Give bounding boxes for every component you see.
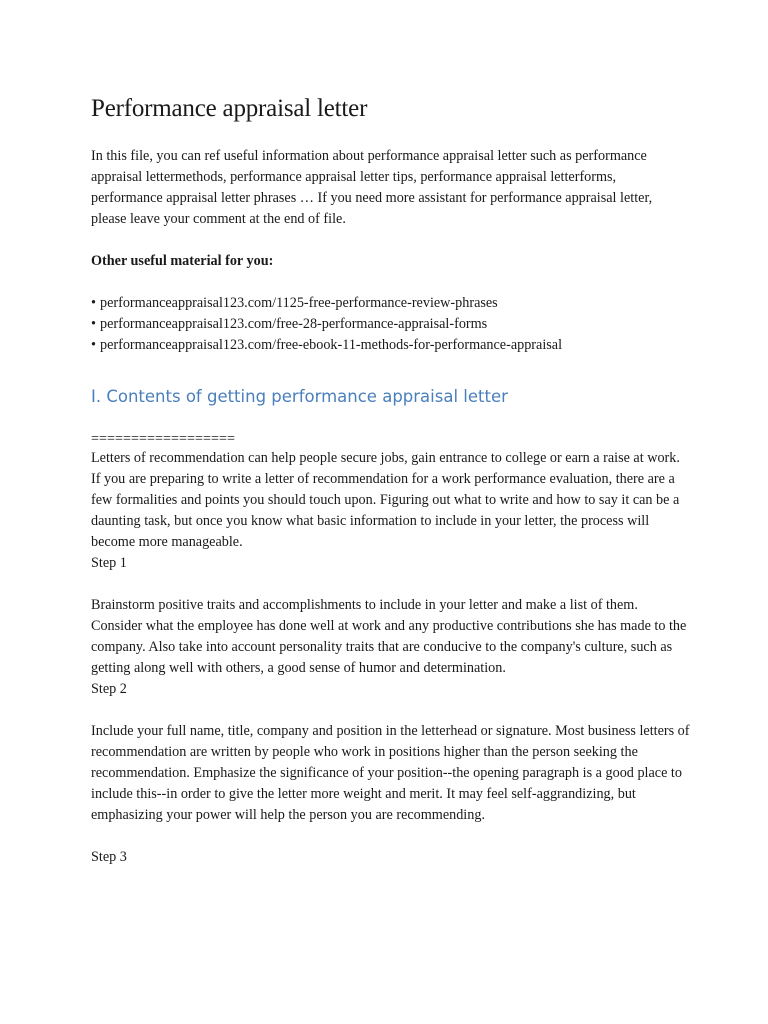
paragraph-gap — [91, 700, 691, 721]
document-title: Performance appraisal letter — [91, 95, 368, 122]
bullet-icon: • — [91, 337, 96, 353]
useful-links-list — [91, 293, 691, 356]
step-label: Step 2 — [91, 681, 127, 697]
step-label: Step 3 — [91, 849, 127, 865]
body-paragraph: Brainstorm positive traits and accomplishments to include in your letter and make a list of them. Consider what the employee has done well at work and any productive contributions she has made to the company. Also take into account personality traits that are conducive to the company's culture, such as getting along well with others, a good sense of humor and determination. — [91, 597, 687, 676]
separator-line: ================== — [91, 431, 236, 447]
link-text[interactable]: performanceappraisal123.com/free-28-performance-appraisal-forms — [100, 316, 488, 332]
section-heading: I. Contents of getting performance appraisal letter — [91, 387, 508, 406]
list-item — [91, 335, 691, 356]
link-text[interactable]: performanceappraisal123.com/1125-free-performance-review-phrases — [100, 295, 498, 311]
bullet-icon: • — [91, 316, 96, 332]
list-item — [91, 293, 691, 314]
list-item — [91, 314, 691, 335]
step-label: Step 1 — [91, 555, 127, 571]
other-material-label: Other useful material for you: — [91, 253, 274, 269]
body-paragraph: Include your full name, title, company and position in the letterhead or signature. Most business letters of recommendation are written by people who work in positions higher than the person seeking the recommendation. Emphasize the significance of your position--the opening paragraph is a good place to include this--in order to give the letter more weight and merit. It may feel self-aggrandizing, but emphasizing your power will help the person you are recommending. — [91, 723, 690, 823]
body-paragraph: Letters of recommendation can help people secure jobs, gain entrance to college or earn a raise at work. If you are preparing to write a letter of recommendation for a work performance evaluation, there are a few formalities and points you should touch upon. Figuring out what to write and how to say it can be a daunting task, but once you know what basic information to include in your letter, the process will become more manageable. — [91, 450, 680, 550]
paragraph-gap — [91, 574, 691, 595]
link-text[interactable]: performanceappraisal123.com/free-ebook-11-methods-for-performance-appraisal — [100, 337, 563, 353]
document-page — [91, 92, 691, 868]
bullet-icon: • — [91, 295, 96, 311]
intro-paragraph: In this file, you can ref useful information about performance appraisal letter such as performance appraisal lettermethods, performance appraisal letter tips, performance appraisal letterforms, performance appraisal letter phrases … If you need more assistant for performance appraisal letter, please leave your comment at the end of file. — [91, 148, 653, 227]
paragraph-gap — [91, 826, 691, 847]
